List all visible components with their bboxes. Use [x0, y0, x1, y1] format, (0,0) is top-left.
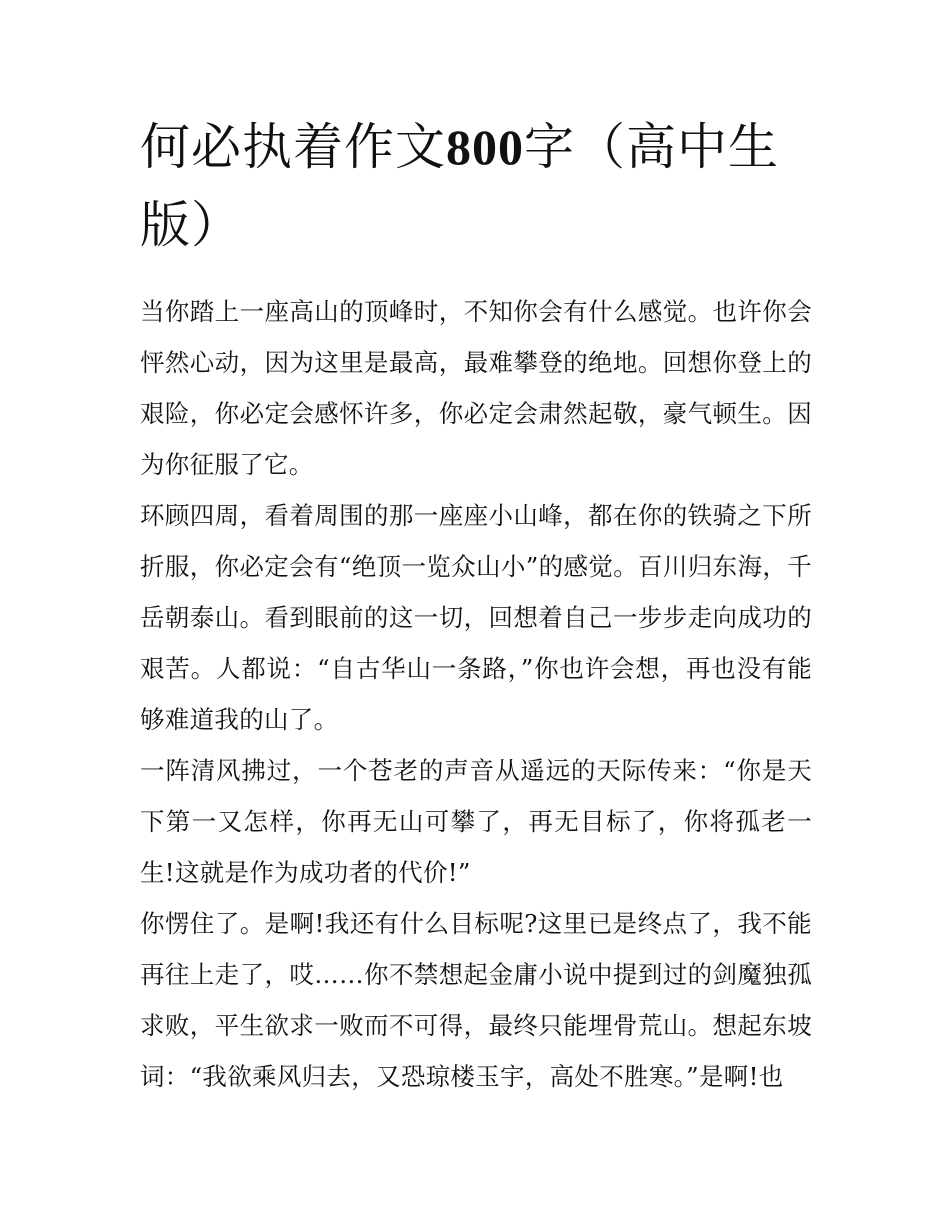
title-number: 800 [446, 119, 524, 175]
paragraph: 环顾四周，看着周围的那一座座小山峰，都在你的铁骑之下所折服，你必定会有“绝顶一览众山小”的感觉。百川归东海，千岳朝泰山。看到眼前的这一切，回想着自己一步步走向成功的艰苦。人都说：“自古华山一条路，”你也许会想，再也没有能够难道我的山了。 [140, 501, 812, 734]
document-body [140, 108, 812, 1102]
paragraph: 你愣住了。是啊!我还有什么目标呢?这里已是终点了，我不能再往上走了，哎……你不禁想起金庸小说中提到过的剑魔独孤求败，平生欲求一败而不可得，最终只能埋骨荒山。想起东坡词：“我欲乘风归去，又恐琼楼玉宇，高处不胜寒。”是啊!也 [140, 909, 812, 1091]
title-text-start: 何必执着作文 [140, 118, 446, 176]
paragraph: 一阵清风拂过，一个苍老的声音从遥远的天际传来：“你是天下第一又怎样，你再无山可攀了，再无目标了，你将孤老一生!这就是作为成功者的代价!” [140, 756, 812, 887]
document-title [140, 108, 812, 264]
paragraph: 当你踏上一座高山的顶峰时，不知你会有什么感觉。也许你会怦然心动，因为这里是最高，最难攀登的绝地。回想你登上的艰险，你必定会感怀许多，你必定会肃然起敬，豪气顿生。因为你征服了它。 [140, 297, 812, 479]
title-text-end: 字（高中生版） [140, 118, 779, 254]
